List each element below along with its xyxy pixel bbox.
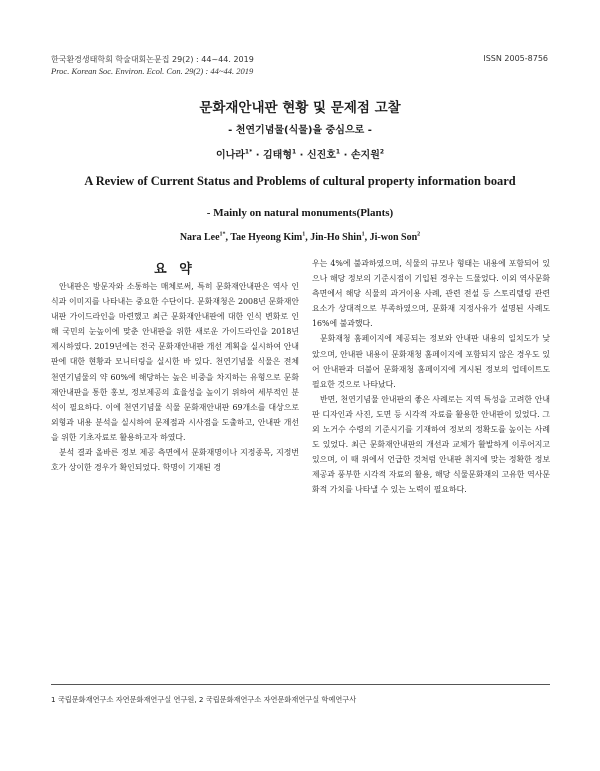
abstract-paragraph: 우는 4%에 불과하였으며, 식물의 규모나 형태는 내용에 포함되어 있으나 해당 정보의 기준시점이 기입된 경우는 드물었다. 이외 역사문화 측면에서 해당 식물의 과거이용 사례, 관련 전설 등 스토리텔링 관련 요소가 상대적으로 부족하였으며, 문화재 지정사유가 설명된 사례도 16%에 불과했다.: [312, 259, 550, 329]
author: [351, 150, 384, 161]
author-separator: ,: [225, 232, 231, 243]
author: [370, 232, 421, 243]
author-affiliation-mark: 1*: [219, 231, 226, 238]
author-affiliation-mark: 1: [302, 231, 306, 238]
paper-subtitle-english: - Mainly on natural monuments(Plants): [206, 207, 394, 219]
abstract-right-column: [312, 256, 550, 498]
author-separator: ·: [252, 150, 263, 161]
paper-subtitle-korean: - 천연기념물(식물)을 중심으로 -: [228, 125, 372, 136]
author-affiliation-mark: 1: [361, 231, 365, 238]
author-name: Tae Hyeong Kim: [230, 232, 303, 243]
abstract-paragraph: 문화재청 홈페이지에 제공되는 정보와 안내판 내용의 일치도가 낮았으며, 안내판 내용이 문화재청 홈페이지에 포함되지 않은 경우도 있어 안내판과 더불어 문화재청 홈페이지에 게시된 정보의 업데이트도 필요한 것으로 나타났다.: [312, 334, 550, 389]
journal-citation-korean: 한국환경생태학회 학술대회논문집 29(2) : 44~44. 2019: [51, 55, 254, 64]
paper-title-english: A Review of Current Status and Problems of cultural property information board: [84, 174, 516, 188]
author-separator: ,: [305, 232, 311, 243]
author-separator: ·: [340, 150, 351, 161]
author: [216, 150, 252, 161]
author-affiliation-mark: 1: [291, 148, 297, 156]
abstract-left-column: [51, 279, 299, 475]
author-affiliation-mark: 2: [379, 148, 385, 156]
author-name: 이나라: [215, 150, 245, 161]
author-list-korean: [0, 146, 600, 161]
footnote-divider: [51, 684, 550, 685]
author-affiliation-footnote: 1 국립문화재연구소 자연문화재연구실 연구원, 2 국립문화재연구소 자연문화재연구실 학예연구사: [51, 695, 357, 704]
journal-citation-english: Proc. Korean Soc. Environ. Ecol. Con. 29(2) : 44~44. 2019: [51, 66, 254, 76]
author-name: 신진호: [306, 150, 336, 161]
author-name: Jin-Ho Shin: [310, 232, 362, 243]
author-affiliation-mark: 1: [335, 148, 341, 156]
abstract-paragraph: 분석 결과 올바른 정보 제공 측면에서 문화재명이나 지정종목, 지정번호가 상이한 경우가 확인되었다. 학명이 기재된 경: [51, 448, 299, 473]
author: [310, 232, 364, 243]
author-name: 손지원: [350, 150, 380, 161]
author-affiliation-mark: 1*: [244, 148, 253, 156]
abstract-paragraph: 반면, 천연기념물 안내판의 좋은 사례로는 지역 특성을 고려한 안내판 디자인과 사진, 도면 등 시각적 자료를 활용한 안내판이 있었다. 그 외 노거수 수령의 기준시기를 기재하여 정보의 정확도를 높이는 사례도 있었다. 최근 문화재안내판의 개선과 교체가 활발하게 이루어지고 있으며, 이 때 위에서 언급한 것처럼 안내판 취지에 맞는 정확한 정보 제공과 풍부한 시각적 자료의 활용, 해당 식물문화재의 고유한 역사문화적 가치를 나타낼 수 있는 노력이 필요하다.: [312, 394, 550, 495]
author: [230, 232, 305, 243]
author: [180, 232, 226, 243]
issn-number: ISSN 2005-8756: [483, 54, 548, 63]
author-name: Nara Lee: [179, 232, 220, 243]
author-separator: ·: [296, 150, 307, 161]
author-name: Ji-won Son: [369, 232, 418, 243]
abstract-paragraph: 안내판은 방문자와 소통하는 매체로써, 특히 문화재안내판은 역사 인식과 이미지를 나타내는 중요한 수단이다. 문화재청은 2008년 문화재안내판 가이드라인을 마련했고 최근 문화재안내판에 대한 인식 변화로 인해 국민의 눈높이에 맞춘 안내판을 위한 새로운 가이드라인을 2018년 제시하였다. 2019년에는 전국 문화재안내판 개선 계획을 실시하여 안내판에 대한 현황과 모니터링을 실시한 바 있다. 천연기념물 식물은 전체 천연기념물의 약 60%에 해당하는 높은 비중을 차지하는 유형으로 문화재안내판을 통한 홍보, 정보제공의 효율성을 높이기 위하여 세부적인 분석이 필요하다. 이에 천연기념물 식물 문화재안내판 69개소를 대상으로 외형과 내용 분석을 실시하여 문제점과 시사점을 도출하고, 안내판 개선을 위한 기초자료로 활용하고자 하였다.: [51, 282, 299, 442]
author: [263, 150, 296, 161]
author-name: 김태형: [263, 150, 292, 161]
author-affiliation-mark: 2: [417, 231, 421, 238]
author: [307, 150, 340, 161]
author-separator: ,: [364, 232, 370, 243]
author-list-english: [0, 232, 600, 243]
abstract-heading: 요 약: [154, 262, 196, 277]
paper-title-korean: 문화재안내판 현황 및 문제점 고찰: [199, 100, 401, 116]
